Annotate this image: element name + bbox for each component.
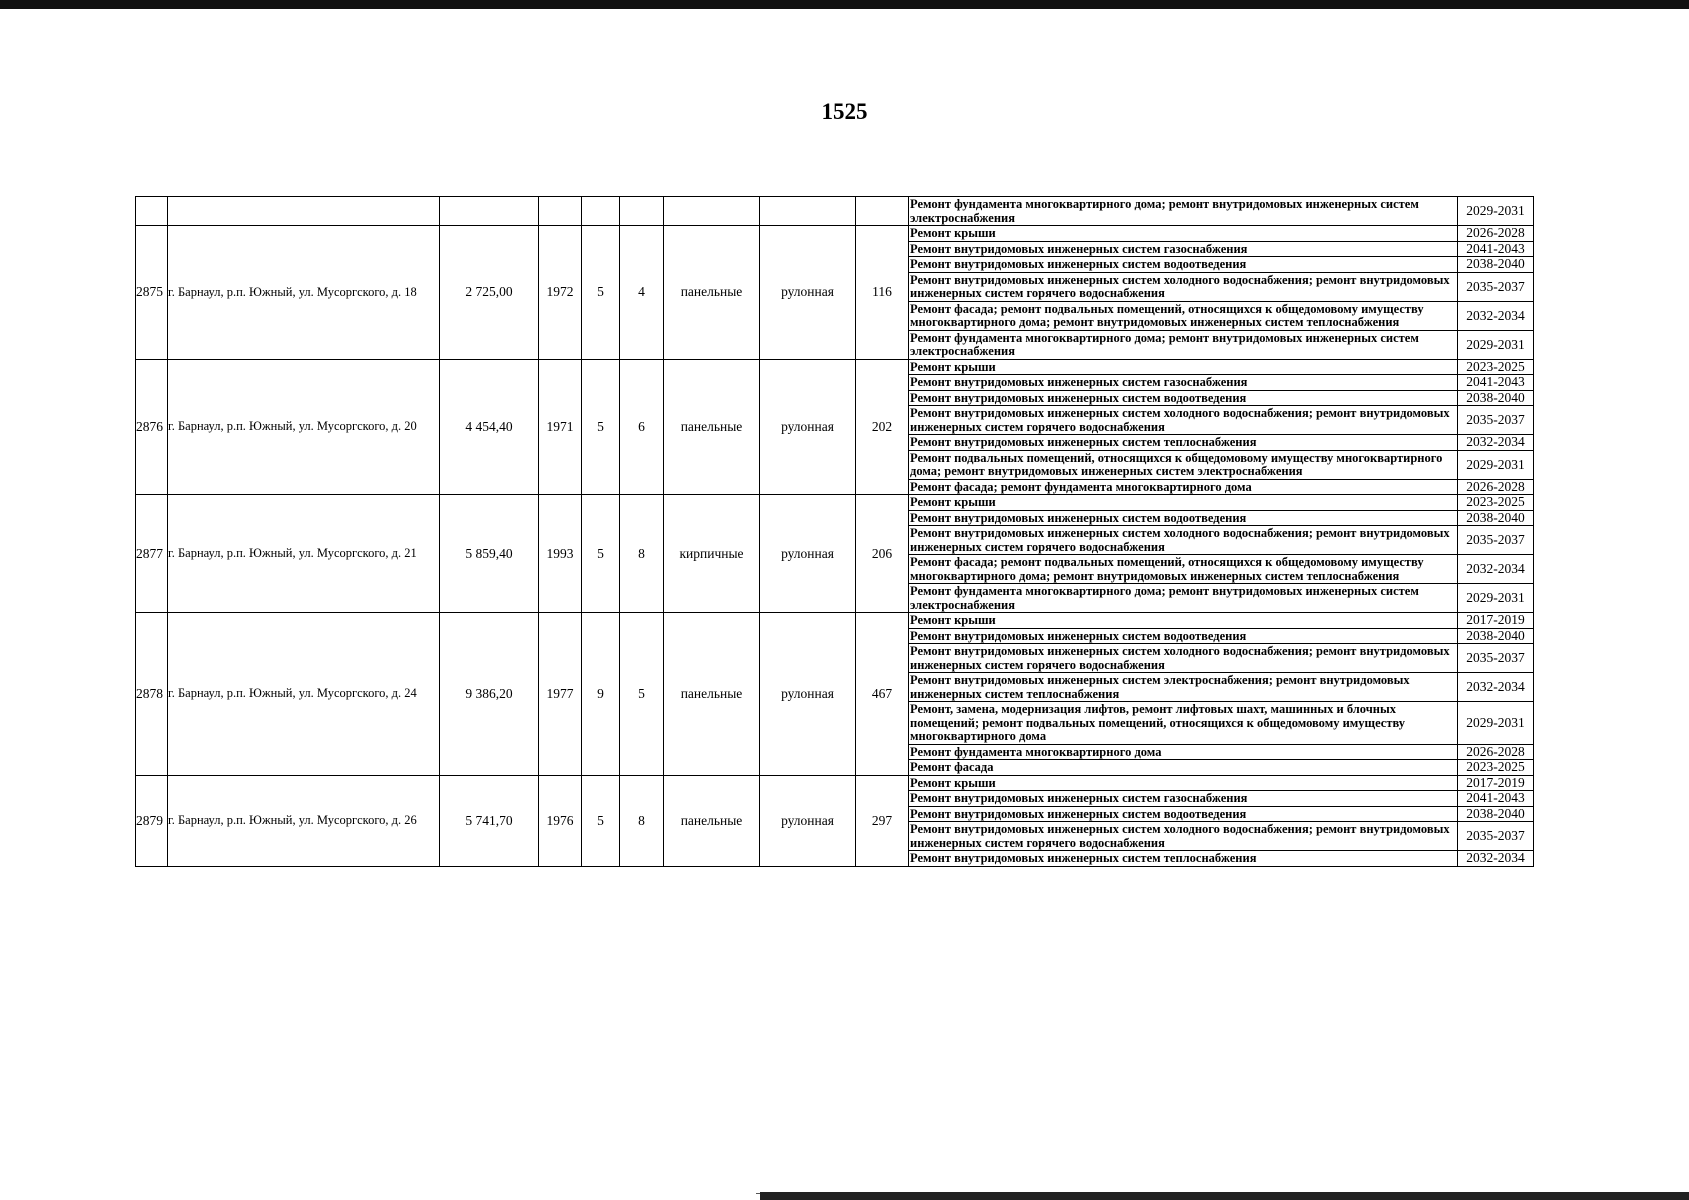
work-description: Ремонт внутридомовых инженерных систем теплоснабжения [909,851,1458,867]
roof-type: рулонная [760,613,856,776]
work-description: Ремонт подвальных помещений, относящихся к общедомовому имуществу многоквартирного дома; ремонт внутридомовых инженерных систем электроснабжения [909,450,1458,479]
building-area: 4 454,40 [440,359,539,495]
building-floors: 5 [582,775,620,866]
empty-cell [539,197,582,226]
table-body [136,197,1534,867]
building-address: г. Барнаул, р.п. Южный, ул. Мусоргского, д. 20 [168,359,440,495]
building-floors: 9 [582,613,620,776]
building-row [136,359,1534,375]
wall-material: панельные [664,226,760,360]
work-description: Ремонт внутридомовых инженерных систем электроснабжения; ремонт внутридомовых инженерных систем теплоснабжения [909,673,1458,702]
building-entrances: 4 [620,226,664,360]
work-period: 2032-2034 [1458,301,1534,330]
work-period: 2029-2031 [1458,330,1534,359]
empty-cell [620,197,664,226]
work-period: 2038-2040 [1458,628,1534,644]
work-period: 2038-2040 [1458,390,1534,406]
work-period: 2041-2043 [1458,791,1534,807]
building-address: г. Барнаул, р.п. Южный, ул. Мусоргского, д. 18 [168,226,440,360]
wall-material: панельные [664,775,760,866]
wall-material: панельные [664,613,760,776]
building-row [136,226,1534,242]
work-description: Ремонт крыши [909,775,1458,791]
work-description: Ремонт, замена, модернизация лифтов, ремонт лифтовых шахт, машинных и блочных помещений; ремонт подвальных помещений, относящихся к общедомовому имуществу многоквартирного дома [909,702,1458,745]
work-description: Ремонт фундамента многоквартирного дома; ремонт внутридомовых инженерных систем электроснабжения [909,330,1458,359]
wall-material: панельные [664,359,760,495]
table-row [136,197,1534,226]
work-description: Ремонт внутридомовых инженерных систем водоотведения [909,390,1458,406]
building-area: 9 386,20 [440,613,539,776]
work-period: 2038-2040 [1458,806,1534,822]
scan-edge-bottom [760,1192,1689,1200]
building-area: 2 725,00 [440,226,539,360]
work-period: 2029-2031 [1458,450,1534,479]
repair-schedule-table [135,196,1534,867]
work-period: 2035-2037 [1458,406,1534,435]
building-floors: 5 [582,359,620,495]
building-row [136,613,1534,629]
work-description: Ремонт внутридомовых инженерных систем холодного водоснабжения; ремонт внутридомовых инженерных систем горячего водоснабжения [909,272,1458,301]
building-area: 5 859,40 [440,495,539,613]
work-description: Ремонт фундамента многоквартирного дома [909,744,1458,760]
work-description: Ремонт внутридомовых инженерных систем водоотведения [909,510,1458,526]
work-description: Ремонт внутридомовых инженерных систем холодного водоснабжения; ремонт внутридомовых инженерных систем горячего водоснабжения [909,822,1458,851]
residents-count: 116 [856,226,909,360]
work-description: Ремонт фасада; ремонт подвальных помещений, относящихся к общедомовому имуществу многоквартирного дома; ремонт внутридомовых инженерных систем теплоснабжения [909,301,1458,330]
work-period: 2029-2031 [1458,584,1534,613]
roof-type: рулонная [760,495,856,613]
work-period: 2029-2031 [1458,197,1534,226]
work-period: 2032-2034 [1458,673,1534,702]
building-number: 2875 [136,226,168,360]
work-period: 2038-2040 [1458,257,1534,273]
building-area: 5 741,70 [440,775,539,866]
work-description: Ремонт внутридомовых инженерных систем холодного водоснабжения; ремонт внутридомовых инженерных систем горячего водоснабжения [909,526,1458,555]
work-description: Ремонт внутридомовых инженерных систем газоснабжения [909,375,1458,391]
residents-count: 206 [856,495,909,613]
work-period: 2026-2028 [1458,479,1534,495]
work-description: Ремонт фасада [909,760,1458,776]
work-description: Ремонт фасада; ремонт подвальных помещений, относящихся к общедомовому имуществу многоквартирного дома; ремонт внутридомовых инженерных систем теплоснабжения [909,555,1458,584]
work-description: Ремонт внутридомовых инженерных систем водоотведения [909,257,1458,273]
work-period: 2026-2028 [1458,226,1534,242]
empty-cell [136,197,168,226]
work-period: 2017-2019 [1458,613,1534,629]
roof-type: рулонная [760,359,856,495]
empty-cell [168,197,440,226]
work-description: Ремонт крыши [909,613,1458,629]
work-description: Ремонт внутридомовых инженерных систем водоотведения [909,628,1458,644]
empty-cell [582,197,620,226]
building-address: г. Барнаул, р.п. Южный, ул. Мусоргского, д. 24 [168,613,440,776]
work-period: 2032-2034 [1458,435,1534,451]
work-description: Ремонт внутридомовых инженерных систем водоотведения [909,806,1458,822]
work-description: Ремонт крыши [909,226,1458,242]
roof-type: рулонная [760,775,856,866]
work-period: 2023-2025 [1458,495,1534,511]
wall-material: кирпичные [664,495,760,613]
work-period: 2035-2037 [1458,526,1534,555]
residents-count: 202 [856,359,909,495]
empty-cell [760,197,856,226]
work-description: Ремонт внутридомовых инженерных систем холодного водоснабжения; ремонт внутридомовых инженерных систем горячего водоснабжения [909,644,1458,673]
building-entrances: 8 [620,495,664,613]
work-period: 2032-2034 [1458,555,1534,584]
building-year: 1971 [539,359,582,495]
building-row [136,495,1534,511]
building-entrances: 8 [620,775,664,866]
building-floors: 5 [582,495,620,613]
building-number: 2878 [136,613,168,776]
work-description: Ремонт фундамента многоквартирного дома; ремонт внутридомовых инженерных систем электроснабжения [909,584,1458,613]
work-period: 2017-2019 [1458,775,1534,791]
building-entrances: 5 [620,613,664,776]
building-number: 2879 [136,775,168,866]
work-description: Ремонт крыши [909,495,1458,511]
work-description: Ремонт фундамента многоквартирного дома; ремонт внутридомовых инженерных систем электроснабжения [909,197,1458,226]
work-description: Ремонт фасада; ремонт фундамента многоквартирного дома [909,479,1458,495]
work-description: Ремонт внутридомовых инженерных систем газоснабжения [909,241,1458,257]
roof-type: рулонная [760,226,856,360]
residents-count: 467 [856,613,909,776]
work-period: 2035-2037 [1458,822,1534,851]
building-year: 1993 [539,495,582,613]
building-address: г. Барнаул, р.п. Южный, ул. Мусоргского, д. 21 [168,495,440,613]
work-period: 2029-2031 [1458,702,1534,745]
work-description: Ремонт внутридомовых инженерных систем холодного водоснабжения; ремонт внутридомовых инженерных систем горячего водоснабжения [909,406,1458,435]
work-period: 2035-2037 [1458,644,1534,673]
work-period: 2026-2028 [1458,744,1534,760]
building-number: 2876 [136,359,168,495]
empty-cell [664,197,760,226]
building-entrances: 6 [620,359,664,495]
work-period: 2035-2037 [1458,272,1534,301]
building-row [136,775,1534,791]
scan-edge-top [0,0,1689,9]
building-year: 1977 [539,613,582,776]
building-year: 1976 [539,775,582,866]
work-period: 2023-2025 [1458,760,1534,776]
work-description: Ремонт внутридомовых инженерных систем газоснабжения [909,791,1458,807]
residents-count: 297 [856,775,909,866]
work-period: 2041-2043 [1458,241,1534,257]
empty-cell [856,197,909,226]
work-description: Ремонт внутридомовых инженерных систем теплоснабжения [909,435,1458,451]
work-period: 2023-2025 [1458,359,1534,375]
work-period: 2038-2040 [1458,510,1534,526]
building-year: 1972 [539,226,582,360]
work-period: 2041-2043 [1458,375,1534,391]
empty-cell [440,197,539,226]
work-period: 2032-2034 [1458,851,1534,867]
building-address: г. Барнаул, р.п. Южный, ул. Мусоргского, д. 26 [168,775,440,866]
building-number: 2877 [136,495,168,613]
work-description: Ремонт крыши [909,359,1458,375]
building-floors: 5 [582,226,620,360]
page-number: 1525 [821,99,868,124]
